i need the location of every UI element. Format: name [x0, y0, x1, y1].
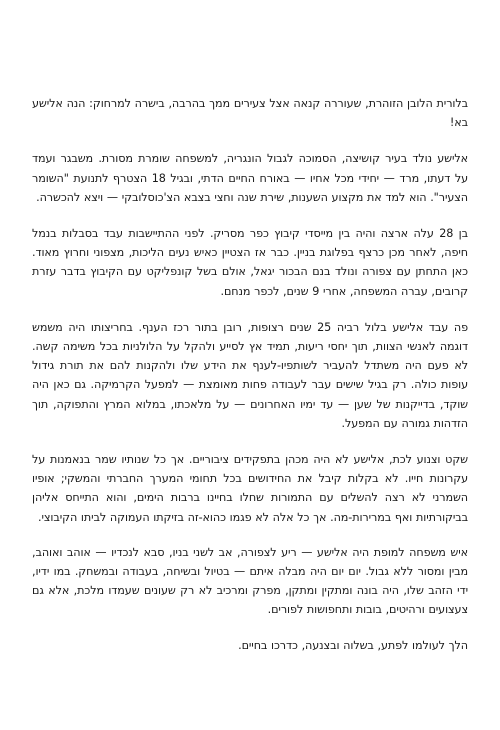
paragraph-childhood: אלישע נולד בעיר קושיצה, הסמוכה לגבול הונגריה, למשפחה שומרת מסורת. משבגר ועמד על דעתו, מרד — יחידי מכל אחיו — באורח החיים הדתי, ובגיל 18 הצטרף לתנועת "השומר הצעיר". הוא למד את מקצוע השענות, שירת שנה וחצי בצבא הצ'כוסלובקי — ויצא להכשרה. [32, 152, 468, 204]
paragraph-character: שקט וצנוע לכת, אלישע לא היה מכהן בתפקידים ציבוריים. אך כל שנותיו שמר בנאמנות על עקרונות חייו. לא בקלות קיבל את החידושים בכל תחומי המערך החברתי והמשקי; אופיו השמרני לא רצה להשלים עם התמורות שחלו בחיינו ברבות הימים, והוא התייחס אליהן בביקורתיות ואף במרירות-מה. אך כל אלה לא פגמו כהוא-זה בזיקתו העמוקה לביתו הקיבוצי. [32, 453, 468, 524]
paragraph-immigration: בן 28 עלה ארצה והיה בין מייסדי קיבוץ כפר מסריק. לפני ההתיישבות עבד בסבלות בנמל חיפה, לאחר מכן כרצף בפלוגת בניין. כבר אז הצטיין כאיש נעים הליכות, מצפוני וחרוץ מאוד. כאן התחתן עם צפורה ונולד בנם הבכור יגאל, אולם בשל קונפליקט עם הקיבוץ בדבר עזרת קרובים, עברה המשפחה, אחרי 9 שנים, לכפר מנחם. [32, 227, 469, 298]
paragraph-closing: הלך לעולמו לפתע, בשלוה ובצנעה, כדרכו בחיים. [238, 638, 468, 652]
paragraph-family: איש משפחה למופת היה אלישע — ריע לצפורה, אב לשני בניו, סבא לנכדיו — אוהב ואוהב, מבין ומסור ללא גבול. יום יום היה מבלה איתם — בטיול ובשיחה, בעבודה ובמשחק. במו ידיו, ידי הזהב שלו, היה בונה ומתקין ומתקן, מפרק ומרכיב לא רק שעונים שעמדו מלכת, אלא גם צעצועים ורהיטים, בובות ותחפושות לפורים. [32, 545, 468, 617]
paragraph-work: פה עבד אלישע בלול רביה 25 שנים רצופות, רובן בתור רכז הענף. בחריצותו היה משמש דוגמה לאנשי הצוות, תוך יחסי ריעות, תמיד אץ לסייע ולהקל על הלולניות בכל משימה קשה. לא פעם היה משתדל להעביר לשותפיו-לענף את הידע שלו ולהקנות להם את תורת גידול עופות כולה. רק בגיל שישים עבר לעבודה פחות מאומצת — למפעל הקרמיקה. גם כאן היה שוקד, בדייקנות של שען — עד ימיו האחרונים — על מלאכתו, במלוא המרץ והתפוקה, תוך הזדהות גמורה עם המפעל. [32, 320, 468, 430]
paragraph-intro: בלורית הלובן הזוהרת, שעוררה קנאה אצל צעירים ממך בהרבה, בישרה למרחוק: הנה אלישע בא! [32, 97, 468, 130]
